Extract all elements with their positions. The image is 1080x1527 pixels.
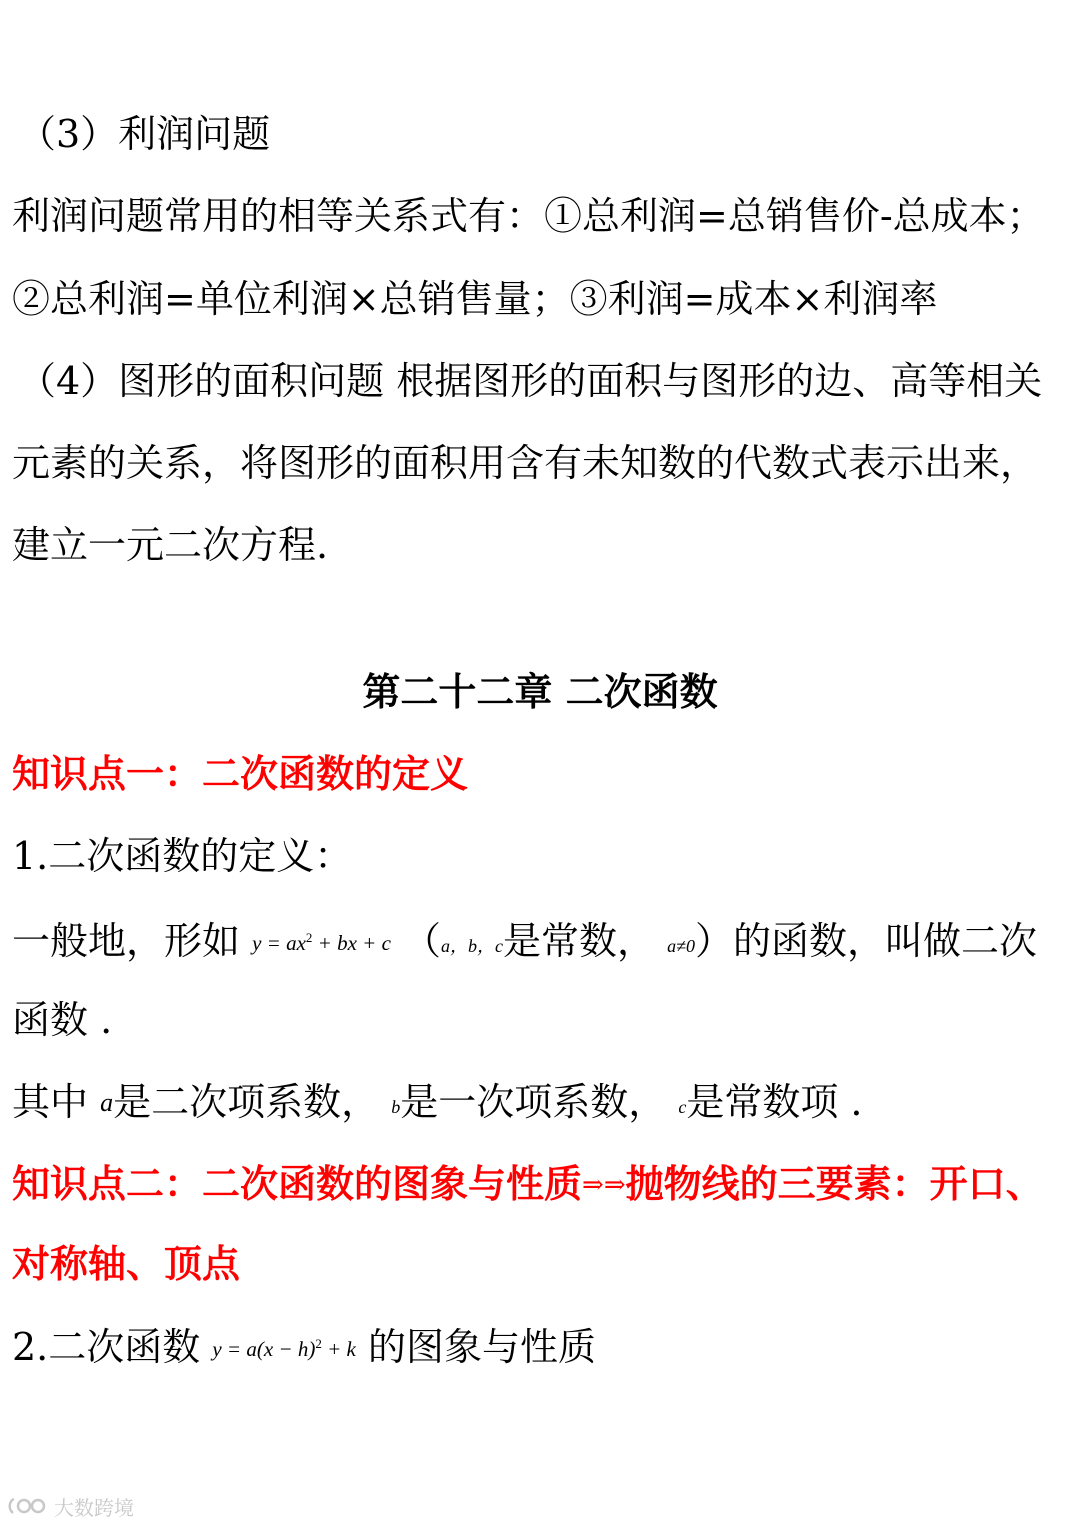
kp2-heading-part-2: 抛物线的三要素：开口、 (625, 1161, 1044, 1206)
profit-relations-formulas: ②总利润=单位利润×总销售量；③利润=成本×利润率 (12, 277, 938, 321)
vertex-form-prefix: 2.二次函数 (12, 1325, 201, 1369)
vertex-formula-base: y = a(x − h) (212, 1337, 316, 1361)
constants-text: 是常数， (503, 919, 656, 963)
profit-problem-title: （3）利润问题 (18, 112, 271, 156)
kp2-heading-part-1: 知识点二：二次函数的图象与性质 (12, 1161, 583, 1206)
quadratic-coefficient-text: 是二次项系数， (113, 1080, 380, 1124)
area-problem-line-3: 建立一元二次方程. (12, 523, 329, 567)
vertex-form-suffix: 的图象与性质 (367, 1325, 596, 1369)
vertex-form-item (12, 1320, 596, 1368)
knowledge-point-2-heading-line-2: 对称轴、顶点 (12, 1241, 241, 1286)
coefficients-line (12, 1078, 863, 1126)
var-a: a (100, 1088, 114, 1117)
watermark-text: 大数跨境 (54, 1495, 134, 1520)
definition-prefix: 一般地，形如 (12, 919, 241, 963)
where-prefix: 其中 (12, 1080, 89, 1124)
formula-exponent: 2 (305, 930, 313, 945)
linear-coefficient-text: 是一次项系数， (400, 1080, 667, 1124)
vertex-form-formula (212, 1337, 355, 1361)
area-problem-line-1: （4）图形的面积问题 根据图形的面积与图形的边、高等相关 (18, 359, 1043, 403)
area-problem-line-2: 元素的关系，将图形的面积用含有未知数的代数式表示出来， (12, 441, 1039, 485)
definition-suffix: ）的函数，叫做二次 (695, 919, 1038, 963)
vertex-formula-exponent: 2 (315, 1336, 322, 1351)
formula-base: y = ax (252, 931, 306, 955)
var-c: c (678, 1097, 687, 1117)
var-b: b (391, 1097, 401, 1117)
implies-arrow-icon: ⇒⇒ (582, 1170, 626, 1200)
chapter-title: 第二十二章 二次函数 (362, 669, 718, 714)
vertex-formula-rest: + k (321, 1337, 356, 1361)
definition-line-1 (12, 914, 1037, 962)
constant-term-text: 是常数项 . (686, 1080, 863, 1124)
paren-open: （ (403, 919, 442, 963)
brand-logo-icon (6, 1495, 48, 1517)
knowledge-point-1-heading: 知识点一：二次函数的定义 (12, 751, 469, 796)
quadratic-formula (252, 931, 391, 955)
formula-rest: + bx + c (312, 931, 391, 955)
definition-item-title (12, 832, 352, 880)
coefficients-abc: a，b，c (441, 936, 504, 956)
a-not-zero: a≠0 (667, 936, 696, 956)
definition-line-2: 函数 . (12, 998, 113, 1042)
definition-item-title-text: 1.二次函数的定义： (12, 834, 353, 878)
watermark (6, 1491, 134, 1521)
profit-relations-intro: 利润问题常用的相等关系式有：①总利润=总销售价-总成本； (12, 194, 1045, 238)
knowledge-point-2-heading (12, 1160, 1044, 1208)
